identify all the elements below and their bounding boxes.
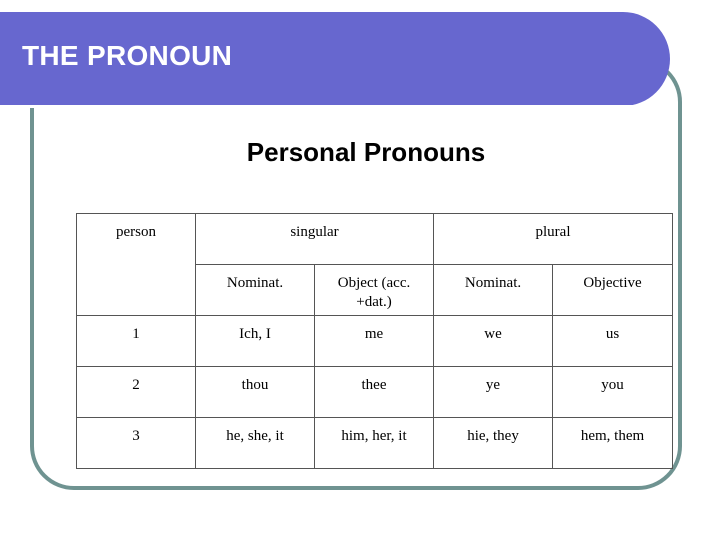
table-cell: we	[434, 316, 553, 367]
pronoun-table	[76, 213, 673, 469]
table-cell: hie, they	[434, 418, 553, 469]
table-cell: Ich, I	[196, 316, 315, 367]
table-row	[77, 367, 673, 418]
table-cell: him, her, it	[315, 418, 434, 469]
table-row	[77, 418, 673, 469]
table-cell: 1	[77, 316, 196, 367]
table-cell: he, she, it	[196, 418, 315, 469]
title-underline	[0, 105, 636, 108]
table-cell: hem, them	[553, 418, 673, 469]
header-plural: plural	[434, 214, 673, 265]
table-cell: 2	[77, 367, 196, 418]
table-cell: ye	[434, 367, 553, 418]
table-header-row	[77, 214, 673, 265]
header-person: person	[77, 214, 196, 316]
table-cell: thee	[315, 367, 434, 418]
table-cell: 3	[77, 418, 196, 469]
table-cell: you	[553, 367, 673, 418]
table-row	[77, 316, 673, 367]
subheader-cell: Nominat.	[196, 265, 315, 316]
slide-title: THE PRONOUN	[22, 40, 233, 71]
subheader-cell: Nominat.	[434, 265, 553, 316]
table-cell: us	[553, 316, 673, 367]
subheader-cell: Object (acc. +dat.)	[315, 265, 434, 316]
table-cell: me	[315, 316, 434, 367]
header-singular: singular	[196, 214, 434, 265]
subheader-cell: Objective	[553, 265, 673, 316]
page-heading: Personal Pronouns	[246, 137, 486, 167]
table-cell: thou	[196, 367, 315, 418]
